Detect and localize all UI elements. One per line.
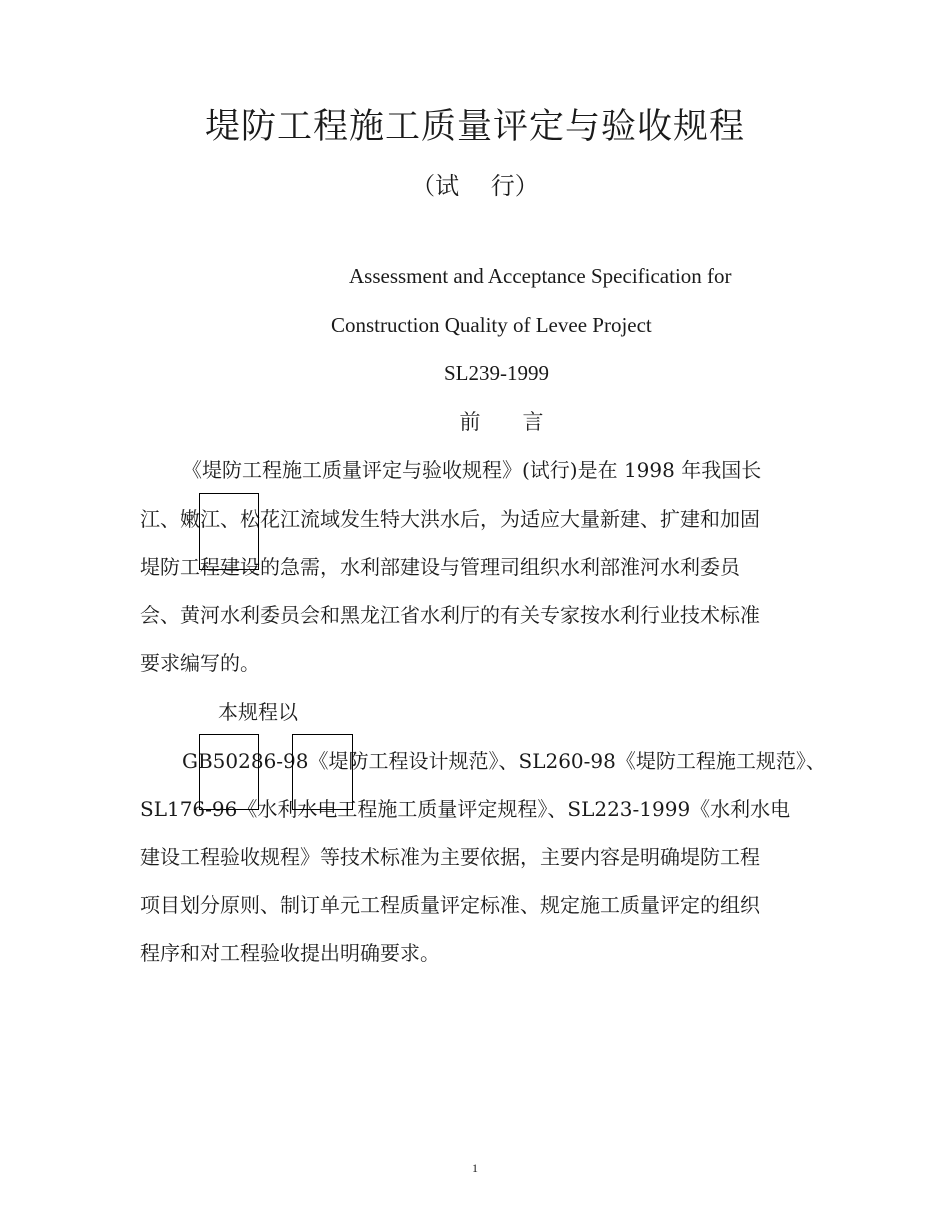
document-title: 堤防工程施工质量评定与验收规程 <box>204 107 745 147</box>
paragraph-1-line: 要求编写的。 <box>140 651 260 675</box>
standard-code: SL239-1999 <box>444 361 549 385</box>
paragraph-3-line: 程序和对工程验收提出明确要求。 <box>140 941 440 965</box>
paragraph-1-line: 《堤防工程施工质量评定与验收规程》(试行)是在 1998 年我国长 <box>182 458 762 482</box>
page-number: 1 <box>472 1161 478 1175</box>
paragraph-1-line: 堤防工程建设的急需，水利部建设与管理司组织水利部淮河水利委员 <box>140 555 740 579</box>
paragraph-3-line: GB50286-98《堤防工程设计规范》、SL260-98《堤防工程施工规范》、 <box>182 749 826 773</box>
paragraph-2-intro: 本规程以 <box>218 700 298 724</box>
paragraph-3-line: SL176-96《水利水电工程施工质量评定规程》、SL223-1999《水利水电 <box>140 797 791 821</box>
paragraph-3-line: 建设工程验收规程》等技术标准为主要依据，主要内容是明确堤防工程 <box>140 845 760 869</box>
annotation-box <box>292 734 353 810</box>
annotation-box <box>199 493 259 570</box>
document-subtitle: （试 行） <box>411 172 539 200</box>
paragraph-1-line: 会、黄河水利委员会和黑龙江省水利厅的有关专家按水利行业技术标准 <box>140 603 760 627</box>
annotation-box <box>199 734 259 810</box>
paragraph-3-line: 项目划分原则、制订单元工程质量评定标准、规定施工质量评定的组织 <box>140 893 760 917</box>
foreword-heading: 前 言 <box>459 410 544 434</box>
english-title-line-1: Assessment and Acceptance Specification for <box>349 264 732 288</box>
english-title-line-2: Construction Quality of Levee Project <box>331 313 652 337</box>
paragraph-1-line: 江、嫩江、松花江流域发生特大洪水后，为适应大量新建、扩建和加固 <box>140 507 760 531</box>
